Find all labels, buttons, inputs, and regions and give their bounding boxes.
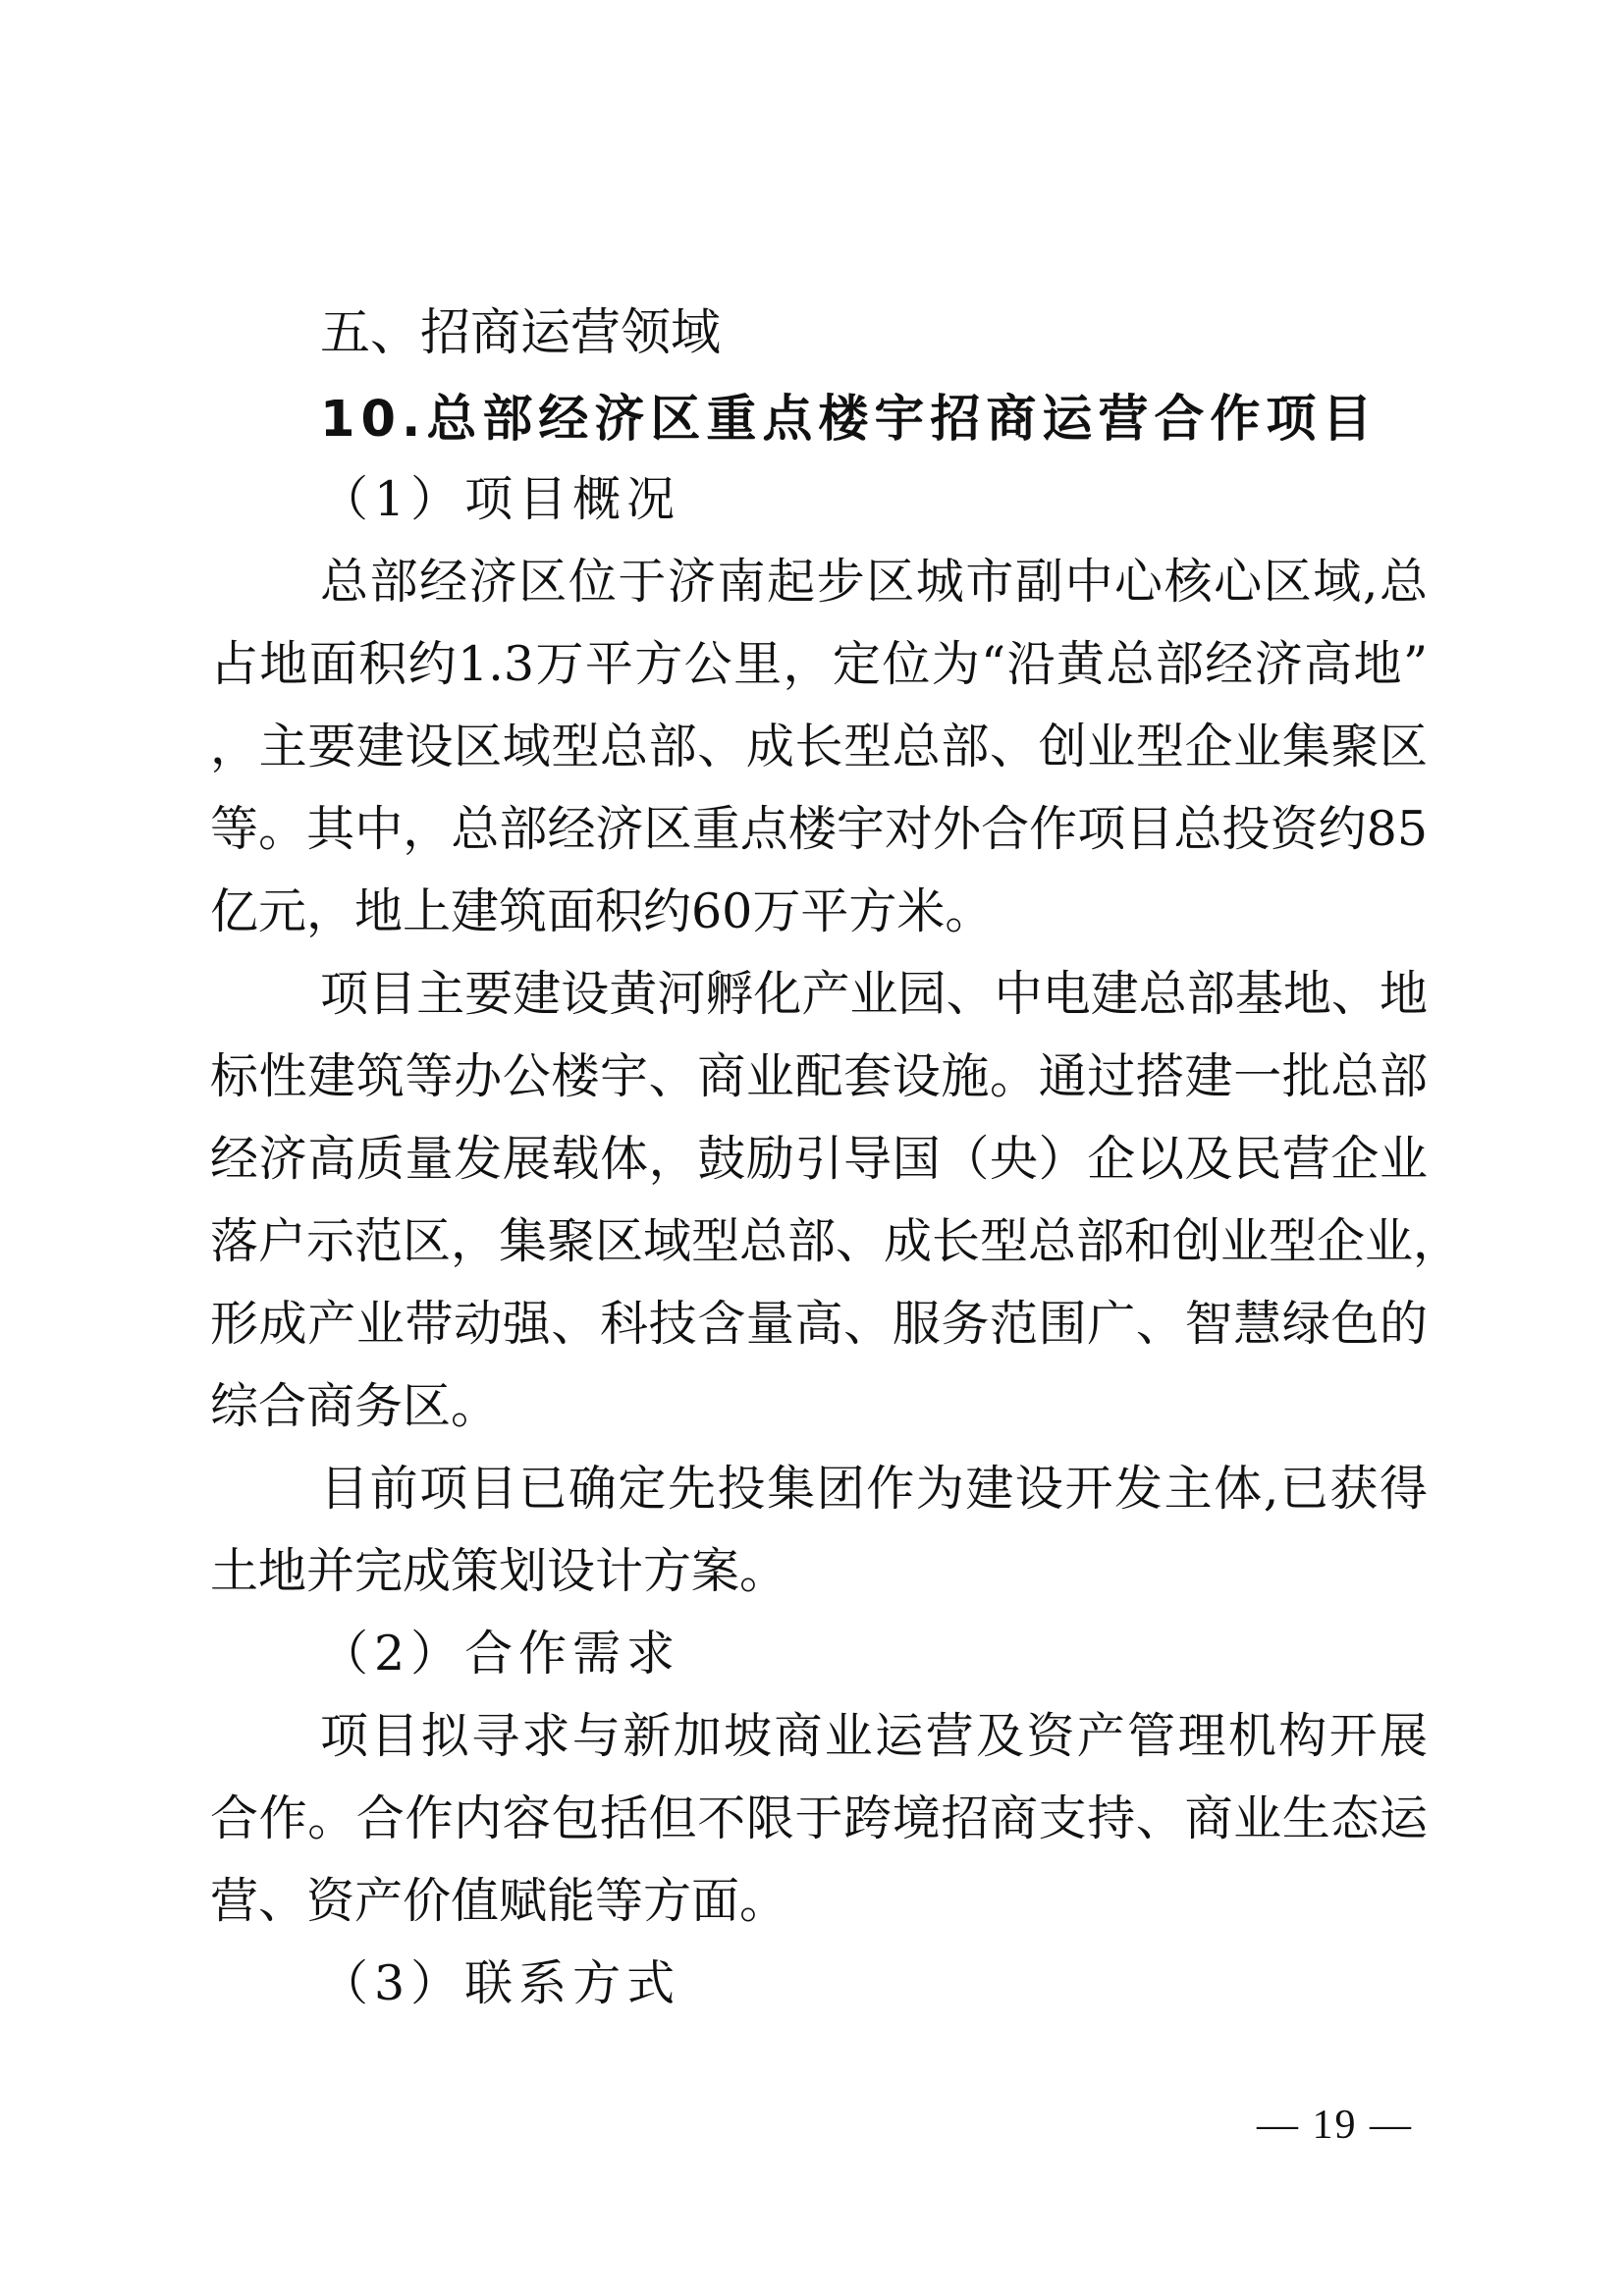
cooperation-para-line-2: 合作。合作内容包括但不限于跨境招商支持、商业生态运 xyxy=(210,1790,1428,1846)
overview-para2-line-6: 综合商务区。 xyxy=(210,1378,500,1434)
overview-para1-line-4: 等。其中，总部经济区重点楼宇对外合作项目总投资约85 xyxy=(210,801,1428,857)
overview-para2-line-5: 形成产业带动强、科技含量高、服务范围广、智慧绿色的 xyxy=(210,1296,1428,1352)
overview-para1-line-5: 亿元，地上建筑面积约60万平方米。 xyxy=(210,883,994,939)
overview-para2-line-2: 标性建筑等办公楼宇、商业配套设施。通过搭建一批总部 xyxy=(210,1048,1428,1104)
contact-heading: （3）联系方式 xyxy=(320,1955,681,2011)
page-number: — 19 — xyxy=(1257,2103,1413,2148)
overview-para1-line-1: 总部经济区位于济南起步区城市副中心核心区域,总 xyxy=(320,554,1428,610)
overview-para1-line-3: ，主要建设区域型总部、成长型总部、创业型企业集聚区 xyxy=(210,719,1428,774)
overview-para2-line-3: 经济高质量发展载体，鼓励引导国（央）企以及民营企业 xyxy=(210,1131,1428,1187)
cooperation-para-line-3: 营、资产价值赋能等方面。 xyxy=(210,1873,788,1929)
project-title: 10.总部经济区重点楼宇招商运营合作项目 xyxy=(320,391,1379,449)
overview-para1-line-2: 占地面积约1.3万平方公里，定位为“沿黄总部经济高地” xyxy=(210,636,1428,692)
overview-para3-line-2: 土地并完成策划设计方案。 xyxy=(210,1543,788,1599)
overview-para2-line-1: 项目主要建设黄河孵化产业园、中电建总部基地、地 xyxy=(320,966,1428,1022)
section-heading: 五、招商运营领域 xyxy=(320,304,722,362)
cooperation-para-line-1: 项目拟寻求与新加坡商业运营及资产管理机构开展 xyxy=(320,1708,1428,1764)
overview-para2-line-4: 落户示范区，集聚区域型总部、成长型总部和创业型企业， xyxy=(210,1213,1462,1269)
cooperation-heading: （2）合作需求 xyxy=(320,1626,681,1682)
overview-heading: （1）项目概况 xyxy=(320,471,681,527)
overview-para3-line-1: 目前项目已确定先投集团作为建设开发主体,已获得 xyxy=(320,1461,1428,1517)
